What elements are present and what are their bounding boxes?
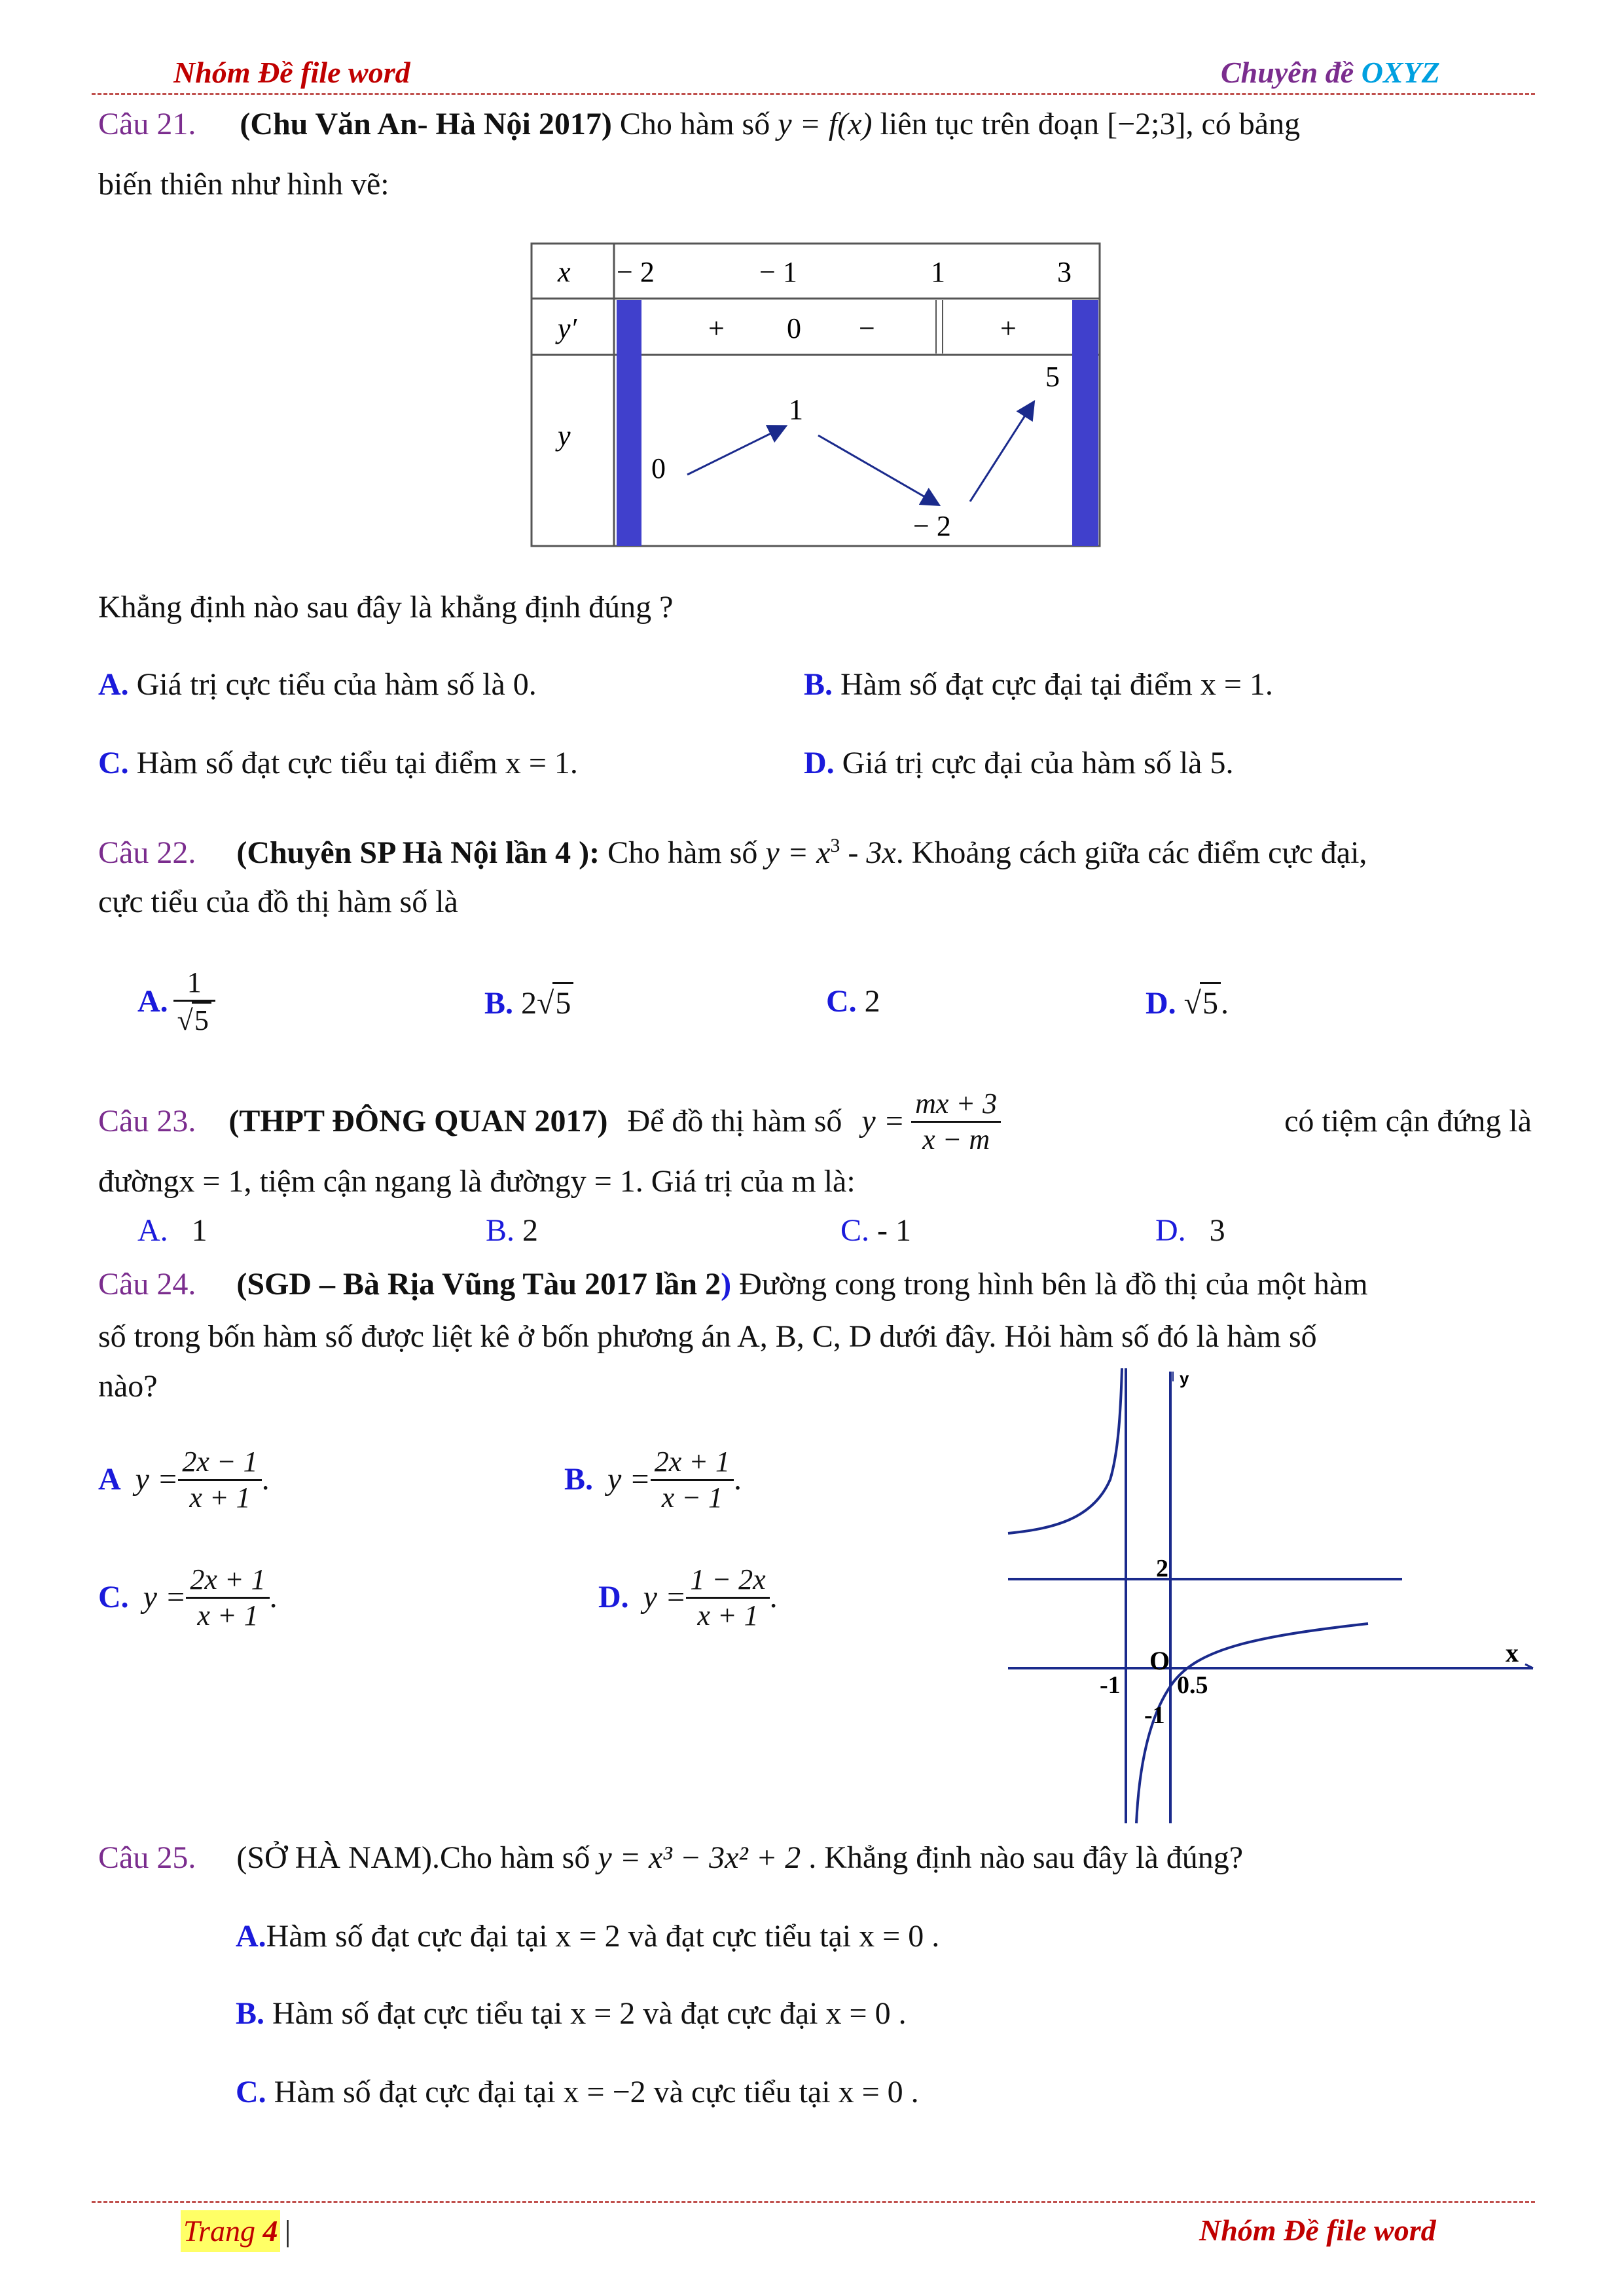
q24-option-c-den: x + 1 bbox=[197, 1599, 259, 1631]
q25-option-b-key: B. bbox=[236, 1996, 265, 2031]
graph-xint-label: 0.5 bbox=[1177, 1671, 1208, 1699]
q22-func-rest: - 3x bbox=[840, 835, 896, 870]
row-y-label: y bbox=[558, 420, 571, 452]
q21-option-d-text: Giá trị cực đại của hàm số là 5. bbox=[834, 746, 1234, 780]
graph-y-label: y bbox=[1180, 1368, 1189, 1388]
q23-option-a-text: 1 bbox=[191, 1213, 208, 1248]
q25-text-a: .Cho hàm số bbox=[432, 1840, 598, 1875]
graph-hasym-label: 2 bbox=[1156, 1555, 1168, 1582]
q24-graph bbox=[1001, 1368, 1538, 1827]
arrow-up-2 bbox=[970, 403, 1033, 501]
y-value-4: 5 bbox=[1045, 361, 1060, 393]
q22-option-c[interactable] bbox=[826, 982, 880, 1021]
q25-option-c-key: C. bbox=[236, 2075, 266, 2109]
q22-option-c-text: 2 bbox=[864, 984, 880, 1019]
q22-text-a: Cho hàm số bbox=[600, 835, 766, 870]
footer-right: Nhóm Đề file word bbox=[1199, 2214, 1436, 2247]
header-right-prefix: Chuyên đề bbox=[1221, 56, 1362, 89]
q24-option-b-den: x − 1 bbox=[661, 1481, 723, 1514]
header-rule bbox=[92, 93, 1535, 95]
q22-line2: cực tiểu của đồ thị hàm số là bbox=[98, 884, 458, 919]
q24-label: Câu 24. bbox=[98, 1267, 196, 1302]
q24-source-paren: ) bbox=[721, 1267, 732, 1302]
q22-option-a-num: 1 bbox=[173, 966, 215, 1002]
q22-option-b[interactable]: B. 2√5 bbox=[484, 982, 573, 1023]
q24-option-c-key: C. bbox=[98, 1580, 129, 1614]
q24-graph-svg bbox=[1001, 1368, 1538, 1827]
q23-option-c[interactable] bbox=[840, 1211, 911, 1250]
q23-option-d[interactable] bbox=[1155, 1211, 1225, 1250]
q21-option-d[interactable] bbox=[804, 744, 1233, 783]
q24-option-a[interactable]: A y = $\frac{2x - 1}{x + 1}$ . bbox=[98, 1445, 270, 1514]
q25-option-b[interactable] bbox=[236, 1994, 907, 2033]
left-branch bbox=[1008, 1368, 1122, 1533]
q21-line1 bbox=[98, 105, 1300, 144]
q24-option-b-num: 2x + 1 bbox=[651, 1445, 734, 1481]
q24-option-c-fraction bbox=[186, 1563, 269, 1633]
q21-option-a-text: Giá trị cực tiểu của hàm số là 0. bbox=[128, 667, 537, 702]
q23-option-a[interactable] bbox=[137, 1211, 208, 1250]
graph-origin-label: O bbox=[1149, 1646, 1170, 1675]
q25-label: Câu 25. bbox=[98, 1840, 196, 1875]
q21-option-a-key: A. bbox=[98, 667, 129, 702]
q22-option-d[interactable]: D. √5. bbox=[1146, 982, 1229, 1023]
q23-line2: đườngx = 1, tiệm cận ngang là đườngy = 1. Giá trị của m là: bbox=[98, 1164, 856, 1199]
header-left: Nhóm Đề file word bbox=[173, 56, 410, 89]
q22-line1 bbox=[98, 826, 1367, 873]
footer-page bbox=[181, 2210, 280, 2252]
arrow-down bbox=[818, 435, 937, 504]
q25-line1 bbox=[98, 1838, 1243, 1878]
q22-option-b-coef: 2 bbox=[521, 986, 537, 1021]
q21-text-a: Cho hàm số bbox=[611, 107, 778, 141]
footer-page-word: Trang bbox=[183, 2214, 263, 2248]
q23-text-a: Để đồ thị hàm số bbox=[627, 1104, 842, 1139]
yp-sign-3: − bbox=[859, 312, 875, 344]
q23-option-d-text: 3 bbox=[1209, 1213, 1225, 1248]
x-value-2: − 1 bbox=[759, 256, 797, 288]
q22-option-d-tail: . bbox=[1221, 986, 1229, 1021]
q23-den: x − m bbox=[922, 1123, 990, 1156]
q24-line3: nào? bbox=[98, 1369, 158, 1404]
footer-page-num: 4 bbox=[262, 2214, 278, 2248]
q21-option-c[interactable] bbox=[98, 744, 578, 783]
q25-source: (SỞ HÀ NAM) bbox=[236, 1840, 432, 1875]
q22-source: (Chuyên SP Hà Nội lần 4 ): bbox=[236, 835, 600, 870]
q24-option-b-key: B. bbox=[564, 1462, 594, 1497]
q22-option-a[interactable] bbox=[137, 959, 215, 1044]
q24-option-d-fraction bbox=[686, 1563, 769, 1633]
bar-left bbox=[617, 300, 641, 546]
row-yp-label: y′ bbox=[558, 312, 577, 344]
q24-option-b-fraction bbox=[651, 1445, 734, 1515]
q24-option-b[interactable]: B. y = $\frac{2x + 1}{x - 1}$ . bbox=[564, 1445, 742, 1514]
q23-source: (THPT ĐÔNG QUAN 2017) bbox=[228, 1104, 608, 1139]
q22-option-a-radicand: 5 bbox=[192, 1002, 211, 1038]
q25-func: y = x³ − 3x² + 2 bbox=[598, 1840, 801, 1875]
q24-option-a-fraction bbox=[178, 1445, 261, 1515]
q24-option-c-tail: . bbox=[269, 1580, 278, 1614]
q23-option-b-text: 2 bbox=[522, 1213, 539, 1248]
header-right bbox=[1221, 55, 1440, 90]
q21-text-c: có bảng bbox=[1193, 107, 1301, 141]
header-right-topic: OXYZ bbox=[1361, 56, 1440, 89]
q24-option-d-den: x + 1 bbox=[697, 1599, 759, 1631]
q21-option-a[interactable] bbox=[98, 665, 537, 704]
q25-option-c-text: Hàm số đạt cực đại tại x = −2 và cực tiểu tại x = 0 . bbox=[266, 2075, 919, 2109]
q23-option-c-text: - 1 bbox=[877, 1213, 911, 1248]
q21-line2: biến thiên như hình vẽ: bbox=[98, 167, 389, 202]
arrow-up-1 bbox=[687, 427, 784, 475]
q24-text-a: Đường cong trong hình bên là đồ thị của một hàm bbox=[731, 1267, 1368, 1302]
y-value-3: − 2 bbox=[913, 510, 951, 542]
q23-option-a-key: A. bbox=[137, 1213, 168, 1248]
q23-option-d-key: D. bbox=[1155, 1213, 1186, 1248]
q21-option-b-text: Hàm số đạt cực đại tại điểm x = 1. bbox=[833, 667, 1273, 702]
q24-line1 bbox=[98, 1265, 1368, 1304]
q21-text-b: liên tục trên đoạn bbox=[872, 107, 1108, 141]
q24-option-c[interactable]: C. y = $\frac{2x + 1}{x + 1}$ . bbox=[98, 1563, 278, 1631]
q24-option-d[interactable]: D. y = $\frac{1 - 2x}{x + 1}$ . bbox=[598, 1563, 778, 1631]
q21-interval: [−2;3], bbox=[1107, 107, 1194, 141]
q25-option-c[interactable] bbox=[236, 2073, 919, 2112]
q24-option-a-den: x + 1 bbox=[189, 1481, 251, 1514]
row-x-label: x bbox=[558, 256, 571, 288]
q21-source: (Chu Văn An- Hà Nội 2017) bbox=[240, 107, 612, 141]
q22-option-d-key: D. bbox=[1146, 986, 1176, 1021]
q22-option-b-radicand: 5 bbox=[552, 982, 573, 1023]
footer-rule bbox=[92, 2201, 1535, 2203]
q22-option-a-key: A. bbox=[137, 984, 168, 1019]
y-value-2: 1 bbox=[789, 393, 803, 426]
variation-table-svg bbox=[530, 242, 1101, 547]
q23-fraction bbox=[911, 1087, 1001, 1157]
q23-option-b[interactable] bbox=[486, 1211, 538, 1250]
q24-line2: số trong bốn hàm số được liệt kê ở bốn phương án A, B, C, D dưới đây. Hỏi hàm số đó là hàm số bbox=[98, 1319, 1317, 1354]
x-value-3: 1 bbox=[931, 256, 945, 288]
q22-func-base: y = x bbox=[765, 835, 831, 870]
q21-option-c-key: C. bbox=[98, 746, 129, 780]
q23-option-b-key: B. bbox=[486, 1213, 515, 1248]
q21-question: Khẳng định nào sau đây là khẳng định đúng ? bbox=[98, 590, 674, 625]
q22-option-c-key: C. bbox=[826, 984, 857, 1019]
q24-option-a-tail: . bbox=[261, 1462, 270, 1497]
q22-option-a-den: √5 bbox=[173, 1002, 215, 1038]
q24-option-d-num: 1 − 2x bbox=[686, 1563, 769, 1599]
q21-option-b-key: B. bbox=[804, 667, 833, 702]
q23-text-b: có tiệm cận đứng là bbox=[1284, 1104, 1532, 1139]
q25-option-a-text: Hàm số đạt cực đại tại x = 2 và đạt cực tiểu tại x = 0 . bbox=[266, 1919, 940, 1954]
q25-option-a[interactable] bbox=[236, 1917, 939, 1956]
q21-label: Câu 21. bbox=[98, 107, 196, 141]
q24-option-c-num: 2x + 1 bbox=[186, 1563, 269, 1599]
yp-sign-4: + bbox=[1000, 312, 1017, 344]
graph-x-label: x bbox=[1506, 1638, 1519, 1667]
q24-option-a-num: 2x − 1 bbox=[178, 1445, 261, 1481]
q21-option-b[interactable] bbox=[804, 665, 1273, 704]
q21-option-d-key: D. bbox=[804, 746, 835, 780]
variation-table bbox=[530, 242, 1101, 547]
y-value-1: 0 bbox=[651, 452, 666, 484]
q24-option-b-tail: . bbox=[733, 1462, 742, 1497]
yp-sign-1: + bbox=[708, 312, 725, 344]
q23-option-c-key: C. bbox=[840, 1213, 870, 1248]
q22-label: Câu 22. bbox=[98, 835, 196, 870]
q24-option-d-tail: . bbox=[769, 1580, 778, 1614]
footer-sep: | bbox=[285, 2214, 291, 2248]
bar-right bbox=[1072, 300, 1098, 546]
q21-func: y = f(x) bbox=[778, 107, 873, 141]
q23-line1 bbox=[98, 1087, 1532, 1156]
q22-func-exp: 3 bbox=[830, 835, 840, 856]
q25-option-b-text: Hàm số đạt cực tiểu tại x = 2 và đạt cực đại x = 0 . bbox=[264, 1996, 907, 2031]
q24-option-a-key: A bbox=[98, 1462, 121, 1497]
x-value-1: − 2 bbox=[617, 256, 655, 288]
q23-y-eq: y = bbox=[861, 1104, 905, 1139]
q24-option-d-key: D. bbox=[598, 1580, 629, 1614]
yp-sign-2: 0 bbox=[787, 312, 801, 344]
x-value-4: 3 bbox=[1057, 256, 1072, 288]
q25-option-a-key: A. bbox=[236, 1919, 266, 1954]
graph-vasym-label: -1 bbox=[1100, 1671, 1121, 1699]
q22-option-a-fraction bbox=[173, 966, 215, 1038]
q22-text-b: . Khoảng cách giữa các điểm cực đại, bbox=[895, 835, 1367, 870]
q22-option-d-radicand: 5 bbox=[1200, 982, 1221, 1023]
q25-text-b: . Khẳng định nào sau đây là đúng? bbox=[801, 1840, 1244, 1875]
graph-yint-label: -1 bbox=[1144, 1702, 1165, 1729]
q21-option-c-text: Hàm số đạt cực tiểu tại điểm x = 1. bbox=[128, 746, 578, 780]
q23-num: mx + 3 bbox=[911, 1087, 1001, 1123]
q24-source: (SGD – Bà Rịa Vũng Tàu 2017 lần 2 bbox=[236, 1267, 721, 1302]
q22-option-b-key: B. bbox=[484, 986, 514, 1021]
q23-label: Câu 23. bbox=[98, 1104, 196, 1139]
